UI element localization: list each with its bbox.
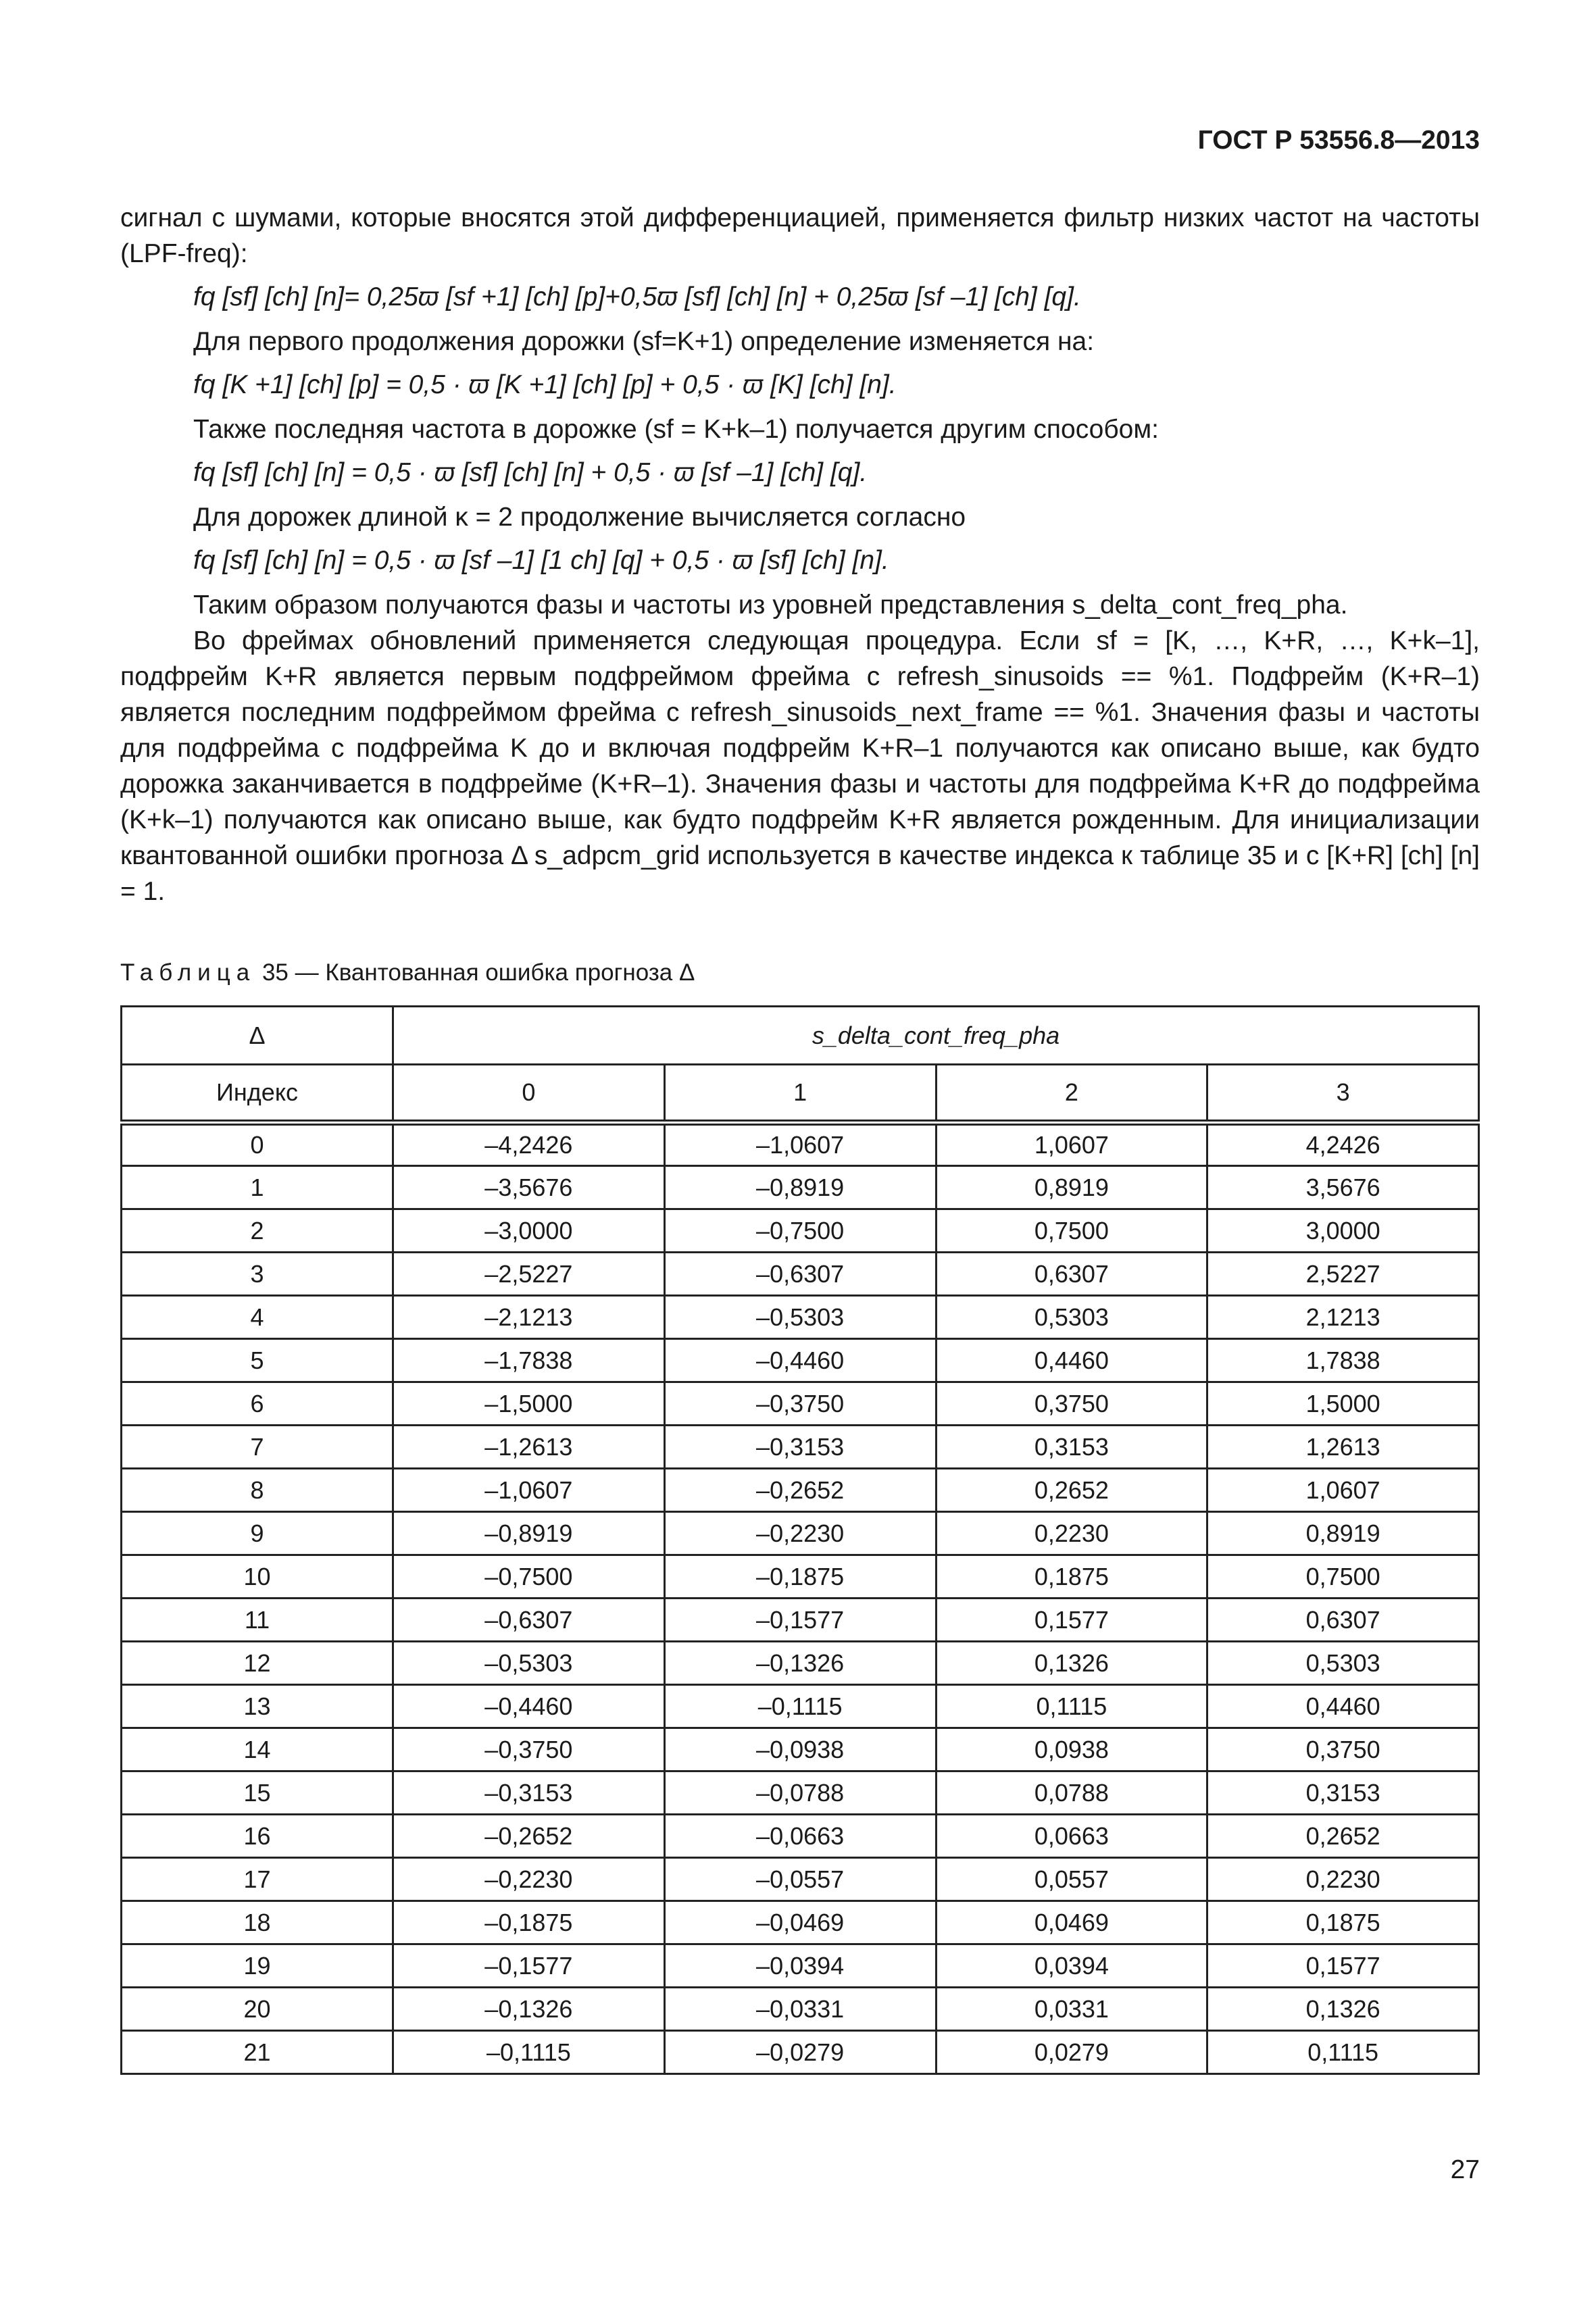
table-row bbox=[122, 1944, 1479, 1988]
value-cell: –0,1326 bbox=[664, 1642, 936, 1685]
value-cell: –0,6307 bbox=[393, 1599, 665, 1642]
value-cell: 0,8919 bbox=[1207, 1512, 1479, 1555]
table-row bbox=[122, 1599, 1479, 1642]
row-index-cell: 18 bbox=[122, 1901, 393, 1944]
col-header: 0 bbox=[393, 1065, 665, 1123]
value-cell: 1,0607 bbox=[1207, 1469, 1479, 1512]
row-index-cell: 3 bbox=[122, 1253, 393, 1296]
value-cell: –0,0279 bbox=[664, 2031, 936, 2074]
table-row bbox=[122, 1166, 1479, 1209]
value-cell: 0,3750 bbox=[936, 1382, 1207, 1426]
value-cell: 0,1577 bbox=[1207, 1944, 1479, 1988]
value-cell: 0,5303 bbox=[1207, 1642, 1479, 1685]
value-cell: –1,5000 bbox=[393, 1382, 665, 1426]
value-cell: 0,0557 bbox=[936, 1858, 1207, 1901]
value-cell: –0,2652 bbox=[393, 1815, 665, 1858]
value-cell: –3,0000 bbox=[393, 1209, 665, 1253]
value-cell: 0,1326 bbox=[936, 1642, 1207, 1685]
value-cell: –0,8919 bbox=[664, 1166, 936, 1209]
value-cell: 0,3153 bbox=[936, 1426, 1207, 1469]
value-cell: 4,2426 bbox=[1207, 1123, 1479, 1166]
value-cell: 0,0394 bbox=[936, 1944, 1207, 1988]
value-cell: –0,0663 bbox=[664, 1815, 936, 1858]
table-row bbox=[122, 1296, 1479, 1339]
value-cell: 3,0000 bbox=[1207, 1209, 1479, 1253]
row-index-cell: 10 bbox=[122, 1555, 393, 1599]
table-row bbox=[122, 1512, 1479, 1555]
table-row bbox=[122, 1771, 1479, 1815]
table-row bbox=[122, 1209, 1479, 1253]
value-cell: 0,6307 bbox=[1207, 1599, 1479, 1642]
value-cell: –0,6307 bbox=[664, 1253, 936, 1296]
value-cell: 0,0938 bbox=[936, 1728, 1207, 1771]
value-cell: –0,2230 bbox=[393, 1858, 665, 1901]
value-cell: 0,6307 bbox=[936, 1253, 1207, 1296]
value-cell: –3,5676 bbox=[393, 1166, 665, 1209]
value-cell: –1,7838 bbox=[393, 1339, 665, 1382]
value-cell: –0,4460 bbox=[393, 1685, 665, 1728]
value-cell: –0,3750 bbox=[393, 1728, 665, 1771]
value-cell: –0,0394 bbox=[664, 1944, 936, 1988]
value-cell: 0,1577 bbox=[936, 1599, 1207, 1642]
value-cell: 1,7838 bbox=[1207, 1339, 1479, 1382]
value-cell: 0,2652 bbox=[1207, 1815, 1479, 1858]
row-index-cell: 1 bbox=[122, 1166, 393, 1209]
value-cell: –0,1115 bbox=[664, 1685, 936, 1728]
value-cell: –0,1875 bbox=[393, 1901, 665, 1944]
value-cell: 0,2230 bbox=[1207, 1858, 1479, 1901]
value-cell: –0,3153 bbox=[393, 1771, 665, 1815]
table-row bbox=[122, 1685, 1479, 1728]
page-number: 27 bbox=[1450, 2155, 1480, 2184]
value-cell: 1,2613 bbox=[1207, 1426, 1479, 1469]
caption-prefix: Таблица bbox=[120, 959, 256, 986]
value-cell: –0,7500 bbox=[393, 1555, 665, 1599]
value-cell: 0,5303 bbox=[936, 1296, 1207, 1339]
index-header: Индекс bbox=[122, 1065, 393, 1123]
value-cell: –4,2426 bbox=[393, 1123, 665, 1166]
value-cell: 0,1326 bbox=[1207, 1988, 1479, 2031]
row-index-cell: 2 bbox=[122, 1209, 393, 1253]
value-cell: –0,1577 bbox=[393, 1944, 665, 1988]
value-cell: 2,5227 bbox=[1207, 1253, 1479, 1296]
table-body bbox=[122, 1123, 1479, 2074]
col-header: 3 bbox=[1207, 1065, 1479, 1123]
value-cell: –0,8919 bbox=[393, 1512, 665, 1555]
table-row bbox=[122, 1253, 1479, 1296]
value-cell: –0,2652 bbox=[664, 1469, 936, 1512]
value-cell: –0,7500 bbox=[664, 1209, 936, 1253]
caption-title: 35 — Квантованная ошибка прогноза Δ bbox=[261, 959, 695, 986]
row-index-cell: 7 bbox=[122, 1426, 393, 1469]
col-header: 2 bbox=[936, 1065, 1207, 1123]
value-cell: 0,1115 bbox=[1207, 2031, 1479, 2074]
value-cell: 0,0331 bbox=[936, 1988, 1207, 2031]
table-row bbox=[122, 1123, 1479, 1166]
value-cell: 0,2652 bbox=[936, 1469, 1207, 1512]
table-row bbox=[122, 2031, 1479, 2074]
row-index-cell: 5 bbox=[122, 1339, 393, 1382]
value-cell: 0,1875 bbox=[1207, 1901, 1479, 1944]
row-index-cell: 19 bbox=[122, 1944, 393, 1988]
value-cell: –0,0938 bbox=[664, 1728, 936, 1771]
table-row bbox=[122, 1555, 1479, 1599]
paragraph: Для первого продолжения дорожки (sf=K+1) определение изменяется на: bbox=[193, 327, 1095, 356]
row-index-cell: 4 bbox=[122, 1296, 393, 1339]
row-index-cell: 12 bbox=[122, 1642, 393, 1685]
table-row bbox=[122, 1642, 1479, 1685]
formula: fq [sf] [ch] [n] = 0,5 · ϖ [sf –1] [1 ch] [q] + 0,5 · ϖ [sf] [ch] [n]. bbox=[193, 546, 889, 575]
document-header: ГОСТ Р 53556.8—2013 bbox=[1197, 126, 1480, 155]
value-cell: 0,1875 bbox=[936, 1555, 1207, 1599]
table-row bbox=[122, 1901, 1479, 1944]
value-cell: –0,1875 bbox=[664, 1555, 936, 1599]
row-index-cell: 14 bbox=[122, 1728, 393, 1771]
row-index-cell: 20 bbox=[122, 1988, 393, 2031]
group-header: s_delta_cont_freq_pha bbox=[393, 1007, 1479, 1065]
value-cell: 0,2230 bbox=[936, 1512, 1207, 1555]
value-cell: –0,0557 bbox=[664, 1858, 936, 1901]
row-index-cell: 0 bbox=[122, 1123, 393, 1166]
value-cell: –0,3750 bbox=[664, 1382, 936, 1426]
value-cell: –0,1577 bbox=[664, 1599, 936, 1642]
value-cell: –2,1213 bbox=[393, 1296, 665, 1339]
value-cell: –1,0607 bbox=[664, 1123, 936, 1166]
paragraph: Таким образом получаются фазы и частоты из уровней представления s_delta_cont_freq_pha. bbox=[193, 590, 1348, 620]
paragraph: сигнал с шумами, которые вносятся этой дифференциацией, применяется фильтр низких частот на частоты (LPF-freq): bbox=[120, 203, 1480, 268]
value-cell: 0,8919 bbox=[936, 1166, 1207, 1209]
table-row bbox=[122, 1858, 1479, 1901]
formula: fq [K +1] [ch] [p] = 0,5 · ϖ [K +1] [ch] [p] + 0,5 · ϖ [K] [ch] [n]. bbox=[193, 370, 897, 399]
table-caption bbox=[120, 959, 695, 986]
paragraph: Для дорожек длиной κ = 2 продолжение вычисляется согласно bbox=[193, 503, 966, 532]
value-cell: –2,5227 bbox=[393, 1253, 665, 1296]
row-index-cell: 9 bbox=[122, 1512, 393, 1555]
row-index-cell: 21 bbox=[122, 2031, 393, 2074]
value-cell: 0,1115 bbox=[936, 1685, 1207, 1728]
value-cell: –0,1115 bbox=[393, 2031, 665, 2074]
value-cell: 0,0663 bbox=[936, 1815, 1207, 1858]
value-cell: –0,0788 bbox=[664, 1771, 936, 1815]
paragraph: Также последняя частота в дорожке (sf = K+k–1) получается другим способом: bbox=[193, 415, 1159, 444]
value-cell: 0,3153 bbox=[1207, 1771, 1479, 1815]
formula: fq [sf] [ch] [n] = 0,5 · ϖ [sf] [ch] [n] + 0,5 · ϖ [sf –1] [ch] [q]. bbox=[193, 458, 868, 487]
row-index-cell: 16 bbox=[122, 1815, 393, 1858]
table-row bbox=[122, 1469, 1479, 1512]
value-cell: –1,0607 bbox=[393, 1469, 665, 1512]
value-cell: 0,0279 bbox=[936, 2031, 1207, 2074]
value-cell: 0,0469 bbox=[936, 1901, 1207, 1944]
value-cell: 0,0788 bbox=[936, 1771, 1207, 1815]
value-cell: –0,2230 bbox=[664, 1512, 936, 1555]
row-index-cell: 6 bbox=[122, 1382, 393, 1426]
value-cell: 1,0607 bbox=[936, 1123, 1207, 1166]
table-row bbox=[122, 1426, 1479, 1469]
table-row bbox=[122, 1382, 1479, 1426]
row-index-cell: 13 bbox=[122, 1685, 393, 1728]
value-cell: –0,1326 bbox=[393, 1988, 665, 2031]
paragraph: Во фреймах обновлений применяется следующая процедура. Если sf = [K, …, K+R, …, K+k–1], подфрейм K+R является первым подфреймом фрейма с refresh_sinusoids == %1. Подфрейм (K+R–1) является последним подфреймом фрейма с refresh_sinusoids_next_frame == %1. Значения фазы и частоты для подфрейма с подфрейма K до и включая подфрейм K+R–1 получаются как описано выше, как будто дорожка заканчивается в подфрейме (K+R–1). Значения фазы и частоты для подфрейма K+R до подфрейма (K+k–1) получаются как описано выше, как будто подфрейм K+R является рожденным. Для инициализации квантованной ошибки прогноза Δ s_adpcm_grid используется в качестве индекса к таблице 35 и c [K+R] [ch] [n] = 1. bbox=[120, 626, 1480, 906]
formula: fq [sf] [ch] [n]= 0,25ϖ [sf +1] [ch] [p]+0,5ϖ [sf] [ch] [n] + 0,25ϖ [sf –1] [ch] [q]. bbox=[193, 282, 1081, 311]
delta-header: Δ bbox=[122, 1007, 393, 1065]
body-text bbox=[120, 200, 1480, 909]
value-cell: –0,5303 bbox=[393, 1642, 665, 1685]
value-cell: 1,5000 bbox=[1207, 1382, 1479, 1426]
value-cell: –1,2613 bbox=[393, 1426, 665, 1469]
row-index-cell: 15 bbox=[122, 1771, 393, 1815]
table-row bbox=[122, 1988, 1479, 2031]
value-cell: 0,3750 bbox=[1207, 1728, 1479, 1771]
row-index-cell: 11 bbox=[122, 1599, 393, 1642]
value-cell: 0,7500 bbox=[936, 1209, 1207, 1253]
quantized-error-table bbox=[120, 1005, 1480, 2075]
value-cell: 0,4460 bbox=[936, 1339, 1207, 1382]
value-cell: –0,0469 bbox=[664, 1901, 936, 1944]
value-cell: –0,5303 bbox=[664, 1296, 936, 1339]
value-cell: –0,4460 bbox=[664, 1339, 936, 1382]
value-cell: 3,5676 bbox=[1207, 1166, 1479, 1209]
value-cell: –0,0331 bbox=[664, 1988, 936, 2031]
table-row bbox=[122, 1815, 1479, 1858]
value-cell: 0,7500 bbox=[1207, 1555, 1479, 1599]
row-index-cell: 17 bbox=[122, 1858, 393, 1901]
table-row bbox=[122, 1728, 1479, 1771]
value-cell: 2,1213 bbox=[1207, 1296, 1479, 1339]
value-cell: 0,4460 bbox=[1207, 1685, 1479, 1728]
table-row bbox=[122, 1339, 1479, 1382]
col-header: 1 bbox=[664, 1065, 936, 1123]
row-index-cell: 8 bbox=[122, 1469, 393, 1512]
value-cell: –0,3153 bbox=[664, 1426, 936, 1469]
